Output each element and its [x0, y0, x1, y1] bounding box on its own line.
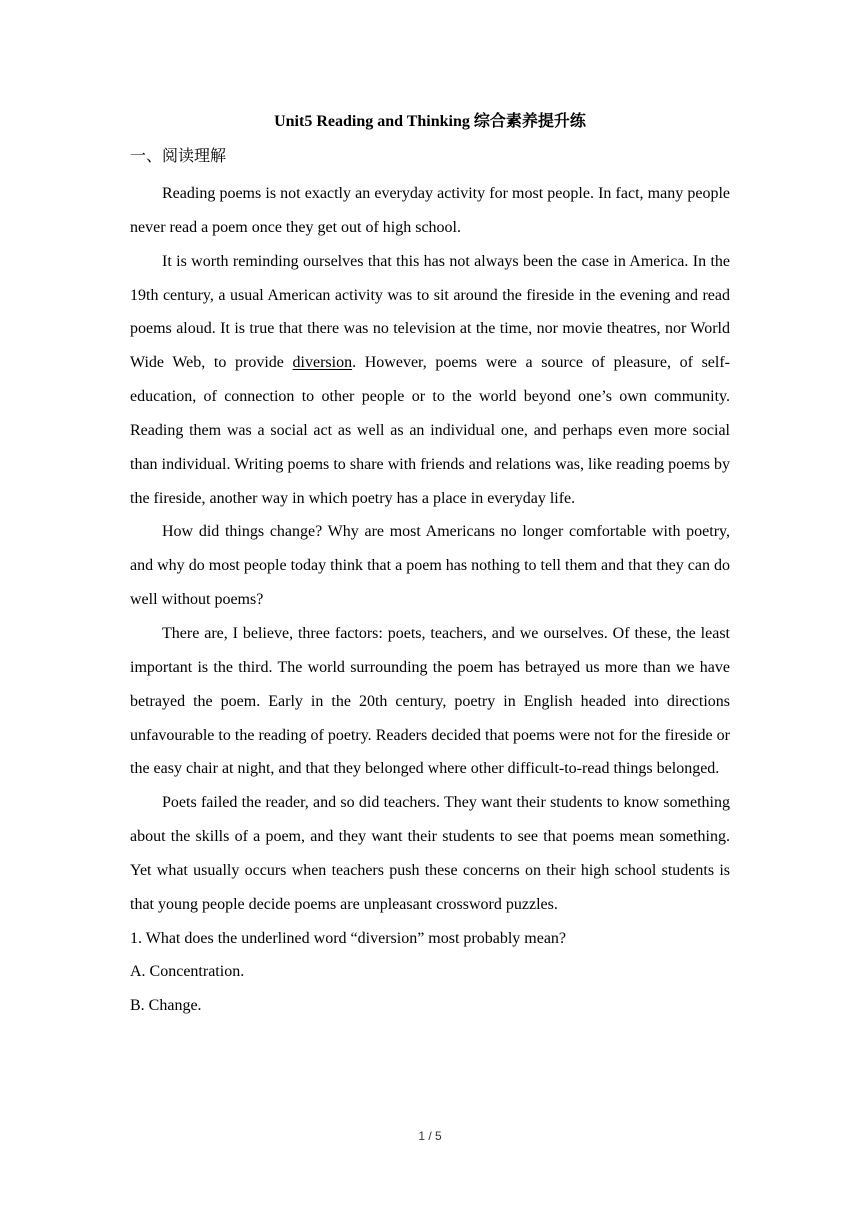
passage-paragraph-4: There are, I believe, three factors: poets, teachers, and we ourselves. Of these, the least important is the third. The world surrounding the poem has betrayed us more than we have betrayed the poem. Early in the 20th century, poetry in English headed into directions unfavourable to the reading of poetry. Readers decided that poems were not for the fireside or the easy chair at night, and that they belonged where other difficult-to-read things belonged.	[130, 624, 730, 778]
paragraph-2-text-after: . However, poems were a source of pleasure, of self-education, of connection to other people or to the world beyond one’s own community. Reading them was a social act as well as an individual one, and perhaps even more social than individual. Writing poems to share with friends and relations was, like reading poems by the fireside, another way in which poetry has a place in everyday life.	[130, 354, 731, 507]
underlined-word-diversion: diversion	[292, 354, 353, 372]
question-1-option-b: B. Change.	[130, 997, 202, 1015]
page-number: 1 / 5	[418, 1129, 442, 1143]
passage-paragraph-3: How did things change? Why are most Americans no longer comfortable with poetry, and why do most people today think that a poem has nothing to tell them and that they can do well without poems?	[130, 523, 730, 609]
passage-paragraph-2	[130, 245, 730, 516]
document-title: Unit5 Reading and Thinking 综合素养提升练	[274, 113, 586, 130]
question-1-option-a: A. Concentration.	[130, 963, 245, 981]
paragraph-2-text-before: It is worth reminding ourselves that this has not always been the case in America. In the 19th century, a usual American activity was to sit around the fireside in the evening and read poems aloud. It is true that there was no television at the time, nor movie theatres, nor World Wide Web, to provide	[130, 252, 730, 372]
passage-body	[130, 177, 730, 1023]
passage-paragraph-1: Reading poems is not exactly an everyday activity for most people. In fact, many people never read a poem once they get out of high school.	[130, 185, 730, 236]
passage-paragraph-5: Poets failed the reader, and so did teachers. They want their students to know something about the skills of a poem, and they want their students to see that poems mean something. Yet what usually occurs when teachers push these concerns on their high school students is that young people decide poems are unpleasant crossword puzzles.	[130, 794, 730, 913]
section-heading: 一、阅读理解	[130, 148, 227, 165]
question-1-stem: 1. What does the underlined word “diversion” most probably mean?	[130, 929, 567, 947]
